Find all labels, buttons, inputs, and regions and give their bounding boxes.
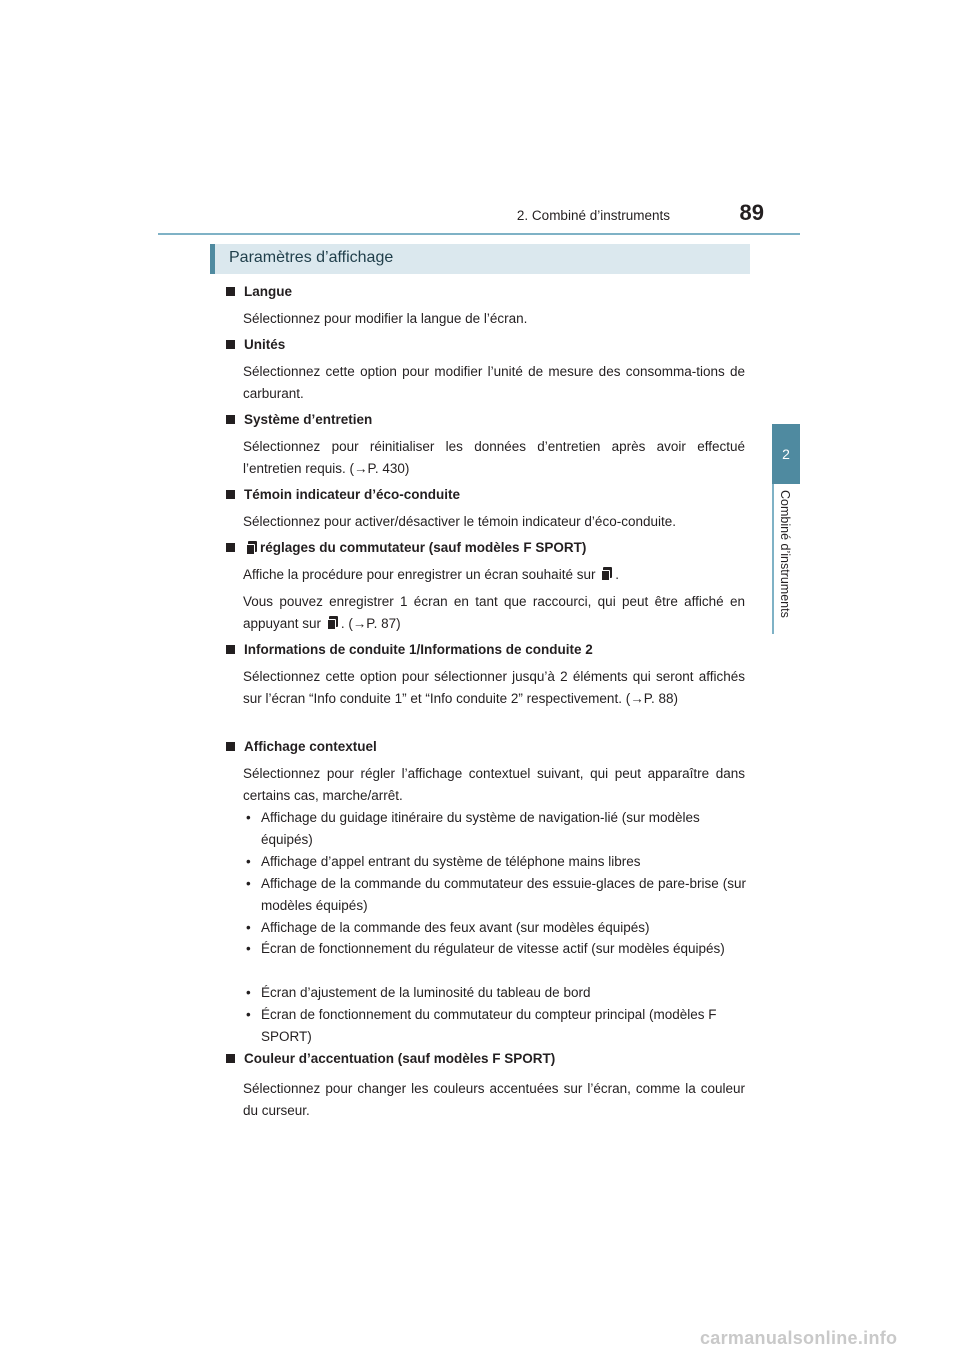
bullet-glyph: •	[246, 876, 251, 891]
list-item-text: Affichage d’appel entrant du système de téléphone mains libres	[261, 854, 641, 869]
item-text: Sélectionnez cette option pour sélectionner jusqu’à 2 éléments qui seront affichés sur l’écran “Info conduite 1” et “Info conduite 2” respectivement. (→P. 88)	[243, 669, 745, 706]
item-text: Sélectionnez cette option pour modifier l’unité de mesure des consomma-tions de carburant.	[243, 364, 745, 401]
item-heading-eco	[226, 487, 460, 502]
page-number: 89	[739, 200, 764, 225]
chapter-tab-label: Combiné d’instruments	[778, 490, 792, 618]
item-heading-couleur	[226, 1051, 555, 1066]
list-item-text: Écran de fonctionnement du régulateur de vitesse actif (sur modèles équipés)	[261, 941, 725, 956]
chapter-tab[interactable]: 2	[772, 424, 800, 484]
bullet-glyph: •	[246, 985, 251, 1000]
section-header	[210, 244, 750, 274]
bullet-glyph: •	[246, 854, 251, 869]
header-divider	[158, 233, 800, 235]
square-bullet-icon	[226, 340, 235, 349]
item-text: Sélectionnez pour activer/désactiver le témoin indicateur d’éco-conduite.	[243, 514, 676, 529]
bullet-glyph: •	[246, 920, 251, 935]
screen-switch-icon	[327, 616, 339, 630]
item-title: Témoin indicateur d’éco-conduite	[244, 487, 461, 502]
item-title: Unités	[244, 337, 286, 352]
list-item-text: Affichage de la commande des feux avant (sur modèles équipés)	[261, 920, 650, 935]
item-title: Langue	[244, 284, 293, 299]
item-text	[243, 564, 745, 586]
square-bullet-icon	[226, 415, 235, 424]
item-text-part: Vous pouvez enregistrer 1 écran en tant que raccourci, qui peut être affiché en appuyant sur	[243, 594, 745, 631]
item-text: Sélectionnez pour régler l’affichage contextuel suivant, qui peut apparaître dans certains cas, marche/arrêt.	[243, 766, 745, 803]
bullet-glyph: •	[246, 810, 251, 825]
section-title: Paramètres d’affichage	[229, 249, 394, 266]
square-bullet-icon	[226, 742, 235, 751]
square-bullet-icon	[226, 490, 235, 499]
item-title: réglages du commutateur (sauf modèles F SPORT)	[260, 540, 587, 555]
item-heading-entretien	[226, 412, 372, 427]
item-title: Couleur d’accentuation (sauf modèles F SPORT)	[244, 1051, 556, 1066]
list-item-text: Écran d’ajustement de la luminosité du tableau de bord	[261, 985, 591, 1000]
bullet-glyph: •	[246, 941, 251, 956]
square-bullet-icon	[226, 1054, 235, 1063]
list-item-text: Affichage de la commande du commutateur des essuie-glaces de pare-brise (sur modèles équipés)	[261, 876, 746, 913]
item-heading-contextuel	[226, 739, 377, 754]
item-text-part: Affiche la procédure pour enregistrer un écran souhaité sur	[243, 567, 600, 582]
item-text	[243, 591, 745, 635]
list-item	[246, 851, 746, 873]
item-text-part: .	[615, 567, 619, 582]
item-title: Informations de conduite 1/Informations de conduite 2	[244, 642, 593, 657]
item-text: Sélectionnez pour modifier la langue de l’écran.	[243, 311, 528, 326]
chapter-title: 2. Combiné d’instruments	[516, 208, 670, 223]
square-bullet-icon	[226, 645, 235, 654]
list-item	[246, 1004, 746, 1047]
item-text: Sélectionnez pour réinitialiser les données d’entretien après avoir effectué l’entretien requis. (→P. 430)	[243, 439, 745, 476]
watermark: carmanualsonline.info	[700, 1328, 898, 1348]
square-bullet-icon	[226, 543, 235, 552]
list-item	[246, 982, 746, 1004]
screen-switch-icon	[246, 541, 258, 555]
list-item	[246, 807, 746, 850]
item-heading-reglages	[226, 540, 586, 555]
item-title: Affichage contextuel	[244, 739, 377, 754]
item-heading-infos-conduite	[226, 642, 593, 657]
list-item	[246, 873, 746, 916]
item-text-part: . (→P. 87)	[340, 616, 401, 631]
list-item-text: Écran de fonctionnement du commutateur du compteur principal (modèles F SPORT)	[261, 1007, 717, 1044]
list-item	[246, 917, 746, 939]
bullet-glyph: •	[246, 1007, 251, 1022]
screen-switch-icon	[601, 567, 613, 581]
list-item	[246, 938, 746, 960]
list-item-text: Affichage du guidage itinéraire du système de navigation-lié (sur modèles équipés)	[261, 810, 700, 847]
item-title: Système d’entretien	[244, 412, 373, 427]
square-bullet-icon	[226, 287, 235, 296]
item-heading-unites	[226, 337, 285, 352]
item-text: Sélectionnez pour changer les couleurs accentuées sur l’écran, comme la couleur du curseur.	[243, 1081, 745, 1118]
item-heading-langue	[226, 284, 292, 299]
